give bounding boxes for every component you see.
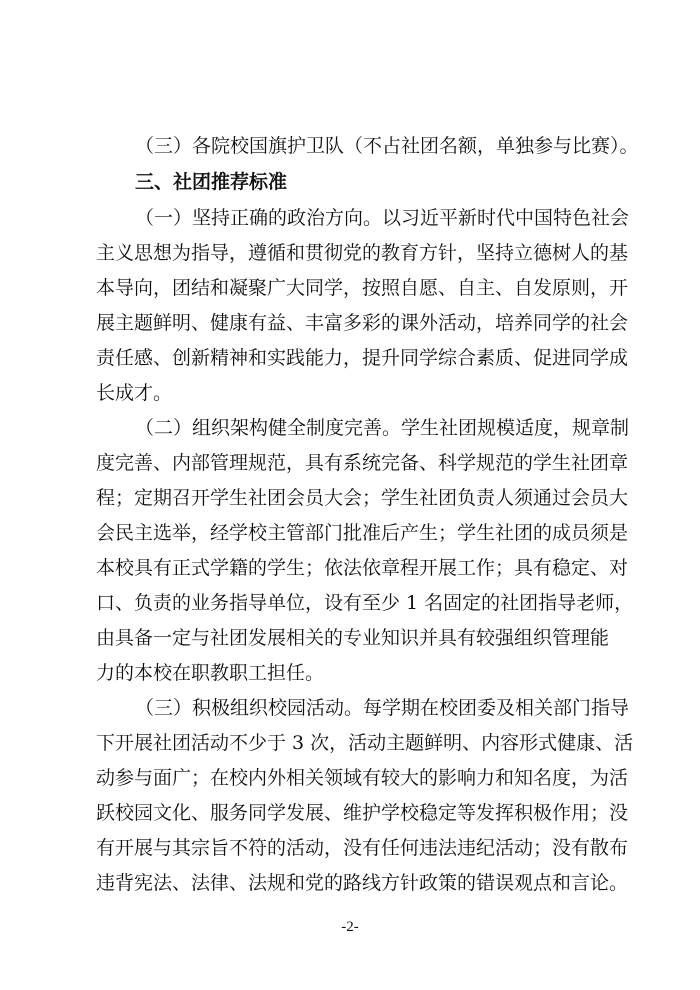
standard-1-line: 主义思想为指导，遵循和贯彻党的教育方针，坚持立德树人的基 xyxy=(96,242,629,264)
standard-2-line: 力的本校在职教职工担任。 xyxy=(96,662,325,684)
standard-2-line: （二）组织架构健全制度完善。学生社团规模适度，规章制 xyxy=(135,417,630,439)
standard-3-line: 跃校园文化、服务同学发展、维护学校稳定等发挥积极作用；没 xyxy=(96,802,629,824)
standard-1-line: 展主题鲜明、健康有益、丰富多彩的课外活动，培养同学的社会 xyxy=(96,312,629,334)
item-3-line: （三）各院校国旗护卫队（不占社团名额，单独参与比赛）。 xyxy=(135,135,639,157)
standard-2-line: 口、负责的业务指导单位，设有至少 1 名固定的社团指导老师， xyxy=(96,592,634,614)
standard-2-line: 由具备一定与社团发展相关的专业知识并具有较强组织管理能 xyxy=(96,627,610,649)
standard-3-line: （三）积极组织校园活动。每学期在校团委及相关部门指导 xyxy=(135,697,630,719)
standard-1-line: 本导向，团结和凝聚广大同学，按照自愿、自主、自发原则，开 xyxy=(96,277,629,299)
standard-1-line: 长成才。 xyxy=(96,382,173,404)
page-number: -2- xyxy=(341,919,359,935)
standard-2-line: 会民主选举，经学校主管部门批准后产生；学生社团的成员须是 xyxy=(96,522,629,544)
standard-3-line: 违背宪法、法律、法规和党的路线方针政策的错误观点和言论。 xyxy=(96,872,629,894)
section-heading: 三、社团推荐标准 xyxy=(135,171,288,193)
standard-3-line: 下开展社团活动不少于 3 次，活动主题鲜明、内容形式健康、活 xyxy=(96,732,634,754)
standard-2-line: 度完善、内部管理规范，具有系统完备、科学规范的学生社团章 xyxy=(96,452,629,474)
standard-1-line: （一）坚持正确的政治方向。以习近平新时代中国特色社会 xyxy=(135,207,630,229)
standard-2-line: 程；定期召开学生社团会员大会；学生社团负责人须通过会员大 xyxy=(96,487,629,509)
standard-3-line: 有开展与其宗旨不符的活动，没有任何违法违纪活动；没有散布 xyxy=(96,837,629,859)
standard-1-line: 责任感、创新精神和实践能力，提升同学综合素质、促进同学成 xyxy=(96,347,629,369)
standard-3-line: 动参与面广；在校内外相关领域有较大的影响力和知名度，为活 xyxy=(96,767,629,789)
standard-2-line: 本校具有正式学籍的学生；依法依章程开展工作；具有稳定、对 xyxy=(96,557,629,579)
